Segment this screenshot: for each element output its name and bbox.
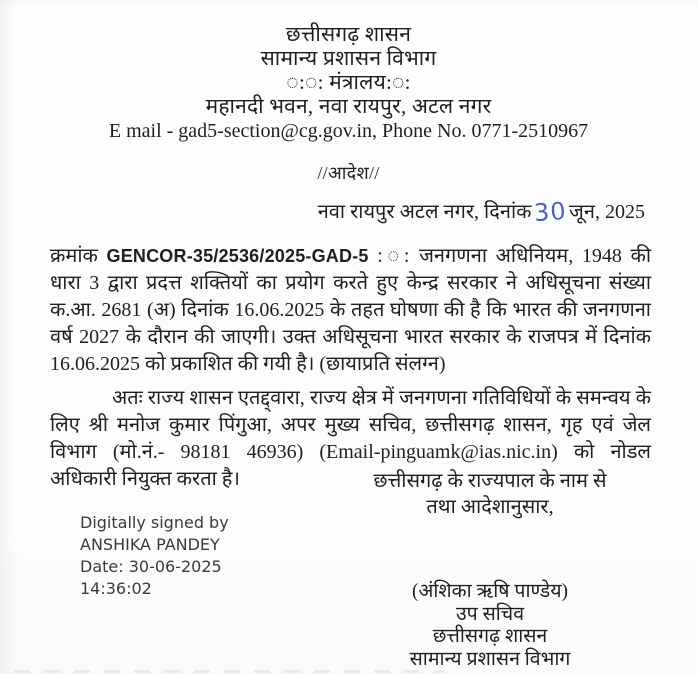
signatory-block (345, 581, 635, 671)
digital-signature-line-2: ANSHIKA PANDEY (80, 535, 220, 554)
order-title: //आदेश// (317, 163, 380, 183)
digital-signature-stamp (80, 512, 229, 600)
letterhead-department-name: सामान्य प्रशासन विभाग (260, 46, 437, 70)
signatory-org-line-1: छत्तीसगढ़ शासन (432, 626, 548, 647)
letterhead-state-name: छत्तीसगढ़ शासन (285, 22, 412, 46)
signatory-org-line-2: सामान्य प्रशासन विभाग (409, 648, 571, 670)
cutoff-text-artifact (14, 670, 444, 673)
handwritten-day: 30 (532, 196, 567, 228)
signatory-designation: उप सचिव (455, 603, 525, 625)
digital-signature-line-3: Date: 30-06-2025 (80, 557, 222, 576)
order-paragraph-2: अतः राज्य शासन एतद्द्वारा, राज्य क्षेत्र में जनगणना गतिविधियों के समन्वय के लिए श्री मनोज कुमार पिंगुआ, अपर मुख्य सचिव, छत्तीसगढ़ शासन, गृह एवं जेल विभाग (मो.नं.- 98181 46936) (Email-pinguamk@ias.nic.in) को नोडल अधिकारी नियुक्त करता है। (50, 387, 651, 490)
ref-number: GENCOR-35/2536/2025-GAD-5 (106, 246, 369, 266)
letterhead (0, 22, 697, 144)
authority-line-1: छत्तीसगढ़ के राज्यपाल के नाम से (373, 470, 607, 492)
authority-block (340, 468, 640, 520)
place-date-line (317, 196, 645, 228)
section-separator: :◌: (377, 245, 411, 267)
order-body (50, 243, 651, 493)
letterhead-ministry-line: ◌:◌: मंत्रालय:◌: (286, 70, 411, 94)
signatory-name: (अंशिका ऋषि पाण्डेय) (411, 581, 569, 602)
order-paragraph-1 (50, 243, 651, 378)
authority-line-2: तथा आदेशानुसार, (426, 496, 554, 518)
letterhead-contact-line: E mail - gad5-section@cg.gov.in, Phone No. 0771-2510967 (108, 120, 589, 142)
ref-number-label: क्रमांक (50, 245, 98, 267)
digital-signature-line-1: Digitally signed by (80, 513, 229, 532)
dateline-suffix: जून, 2025 (569, 201, 645, 223)
letterhead-address-line: महानदी भवन, नवा रायपुर, अटल नगर (205, 94, 492, 118)
paragraph-1-text: जनगणना अधिनियम, 1948 की धारा 3 द्वारा प्रदत्त शक्तियों का प्रयोग करते हुए केन्द्र सरकार ने अधिसूचना संख्या क.आ. 2681 (अ) दिनांक 16.06.2025 के तहत घोषणा की है कि भारत की जनगणना वर्ष 2027 के दौरान की जाएगी। उक्त अधिसूचना भारत सरकार के राजपत्र में दिनांक 16.06.2025 को प्रकाशित की गयी है। (छायाप्रति संलग्न) (50, 245, 652, 375)
dateline-prefix: नवा रायपुर अटल नगर, दिनांक (317, 201, 532, 223)
digital-signature-line-4: 14:36:02 (80, 579, 152, 598)
